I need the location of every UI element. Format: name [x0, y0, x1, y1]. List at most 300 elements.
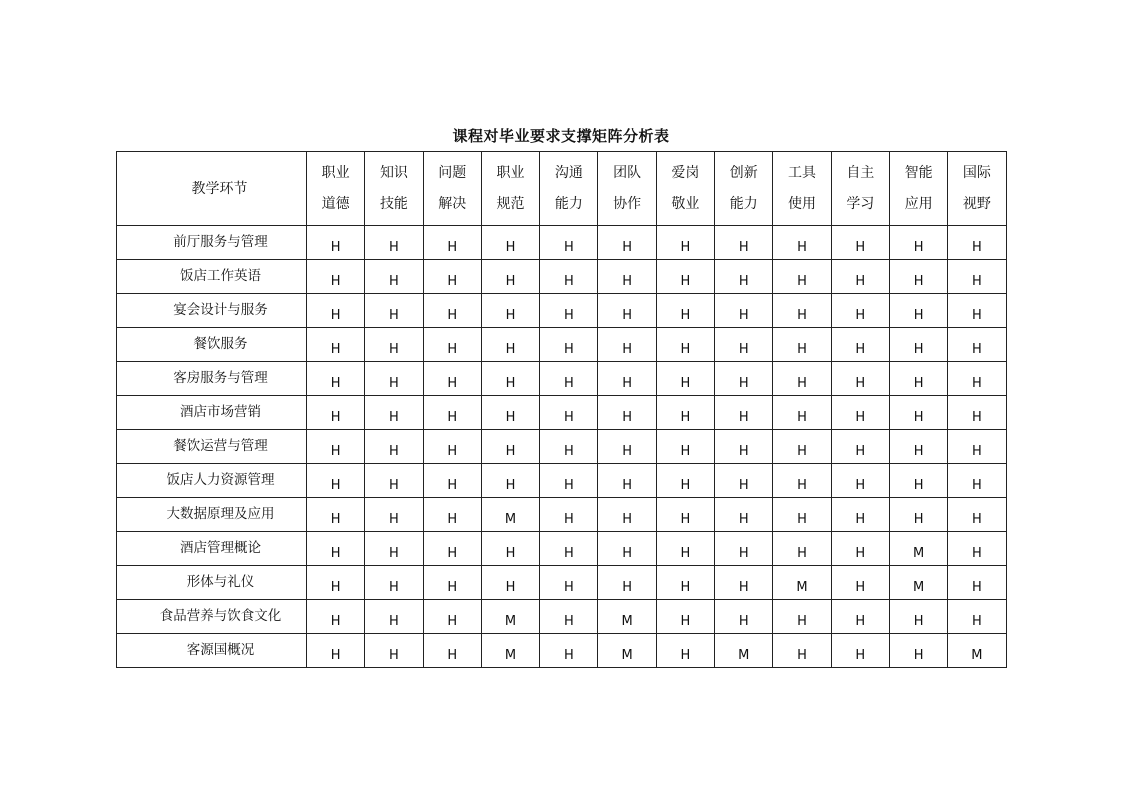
course-cell [117, 532, 307, 566]
support-level-value: H [330, 444, 341, 459]
support-level-cell [656, 294, 714, 328]
header-cell-objective [423, 152, 481, 226]
table-row [117, 498, 1007, 532]
support-level-value: H [797, 274, 807, 289]
support-level-cell [481, 260, 539, 294]
support-level-cell [365, 566, 423, 600]
support-level-value: H [972, 444, 982, 459]
support-level-value: H [330, 580, 341, 595]
support-level-value: H [797, 648, 807, 663]
support-level-value: H [447, 444, 458, 459]
support-level-cell [481, 294, 539, 328]
support-level-value: H [505, 478, 516, 493]
support-level-cell [948, 600, 1006, 634]
support-level-value: H [505, 376, 516, 391]
course-cell [117, 566, 307, 600]
support-level-value: H [389, 308, 399, 323]
support-level-cell [307, 294, 365, 328]
support-level-value: H [563, 410, 574, 425]
support-level-value: H [447, 274, 458, 289]
table-body [117, 226, 1007, 668]
support-level-value: H [563, 478, 574, 493]
support-level-value: H [855, 376, 866, 391]
support-level-cell [365, 532, 423, 566]
support-level-cell [831, 634, 889, 668]
header-cell-objective [481, 152, 539, 226]
support-level-value: H [680, 512, 691, 527]
support-level-cell [423, 464, 481, 498]
support-level-value: H [563, 580, 574, 595]
support-level-cell [715, 464, 773, 498]
header-cell-teaching-segment [117, 152, 307, 226]
support-level-cell [598, 532, 656, 566]
support-level-value: H [447, 240, 458, 255]
support-level-cell [598, 634, 656, 668]
support-level-cell [656, 328, 714, 362]
support-level-cell [948, 464, 1006, 498]
support-level-cell [598, 600, 656, 634]
support-level-cell [598, 362, 656, 396]
support-level-value: H [855, 614, 866, 629]
support-level-value: H [855, 478, 866, 493]
support-level-cell [540, 396, 598, 430]
support-level-value: H [389, 240, 399, 255]
support-level-value: H [447, 614, 458, 629]
support-level-cell [656, 498, 714, 532]
course-name: 酒店管理概论 [180, 539, 261, 556]
table-row [117, 362, 1007, 396]
support-level-cell [831, 294, 889, 328]
header-cell-objective [715, 152, 773, 226]
support-level-cell [423, 328, 481, 362]
support-level-value: H [797, 342, 807, 357]
header-cell-objective [598, 152, 656, 226]
support-matrix-table [116, 151, 1007, 668]
objective-label: 爱岗 敬业 [671, 164, 700, 212]
course-name: 饭店工作英语 [180, 267, 261, 284]
support-level-cell [481, 396, 539, 430]
support-level-cell [423, 226, 481, 260]
support-level-value: H [563, 546, 574, 561]
support-level-cell [831, 532, 889, 566]
support-level-value: H [622, 478, 633, 493]
course-cell [117, 600, 307, 634]
support-level-value: H [855, 546, 866, 561]
support-level-cell [307, 634, 365, 668]
support-level-value: H [622, 308, 633, 323]
support-level-cell [831, 260, 889, 294]
support-level-cell [307, 566, 365, 600]
course-cell [117, 260, 307, 294]
support-level-value: H [389, 614, 399, 629]
support-level-value: H [738, 376, 749, 391]
support-level-value: H [680, 376, 691, 391]
support-level-cell [656, 396, 714, 430]
support-level-value: H [738, 274, 749, 289]
support-level-cell [656, 464, 714, 498]
support-level-cell [715, 634, 773, 668]
support-level-value: H [972, 580, 982, 595]
support-level-value: M [738, 648, 750, 663]
table-row [117, 226, 1007, 260]
objective-label: 智能 应用 [904, 164, 933, 212]
support-level-value: H [855, 342, 866, 357]
support-level-value: H [738, 512, 749, 527]
support-level-value: H [855, 512, 866, 527]
support-level-value: H [505, 342, 516, 357]
support-level-cell [656, 634, 714, 668]
support-level-cell [656, 430, 714, 464]
support-level-value: H [563, 444, 574, 459]
support-level-cell [423, 396, 481, 430]
support-level-cell [948, 260, 1006, 294]
support-level-cell [773, 600, 831, 634]
header-cell-objective [307, 152, 365, 226]
support-level-value: H [505, 546, 516, 561]
support-level-cell [365, 396, 423, 430]
support-level-cell [365, 226, 423, 260]
support-level-value: H [447, 308, 458, 323]
support-level-value: H [505, 308, 516, 323]
support-level-value: H [680, 308, 691, 323]
course-name: 大数据原理及应用 [166, 505, 275, 522]
support-level-value: H [330, 410, 341, 425]
support-level-value: H [913, 410, 924, 425]
support-level-cell [831, 600, 889, 634]
support-level-cell [773, 430, 831, 464]
support-level-value: H [622, 342, 633, 357]
header-cell-objective [365, 152, 423, 226]
table-row [117, 260, 1007, 294]
support-level-value: H [330, 308, 341, 323]
support-level-cell [889, 260, 947, 294]
support-level-cell [715, 498, 773, 532]
support-level-value: H [972, 376, 982, 391]
support-level-cell [831, 464, 889, 498]
support-level-cell [423, 566, 481, 600]
support-level-cell [715, 226, 773, 260]
support-level-cell [831, 498, 889, 532]
support-level-cell [889, 566, 947, 600]
course-cell [117, 328, 307, 362]
course-name: 餐饮服务 [193, 335, 248, 352]
support-level-cell [656, 566, 714, 600]
support-level-value: H [447, 580, 458, 595]
support-level-value: H [389, 478, 399, 493]
support-level-cell [598, 566, 656, 600]
support-level-value: H [330, 614, 341, 629]
support-level-value: H [855, 580, 866, 595]
course-name: 宴会设计与服务 [173, 301, 268, 318]
support-level-value: M [913, 580, 925, 595]
support-level-cell [481, 600, 539, 634]
course-cell [117, 498, 307, 532]
support-level-cell [831, 328, 889, 362]
support-level-value: H [330, 512, 341, 527]
support-level-value: H [855, 410, 866, 425]
support-level-value: H [738, 240, 749, 255]
support-level-cell [307, 226, 365, 260]
support-level-cell [365, 600, 423, 634]
support-level-value: H [972, 478, 982, 493]
support-level-value: H [563, 240, 574, 255]
support-level-value: H [913, 444, 924, 459]
support-level-cell [481, 362, 539, 396]
support-level-value: H [563, 648, 574, 663]
objective-label: 沟通 能力 [554, 164, 583, 212]
support-level-cell [656, 532, 714, 566]
support-level-cell [773, 464, 831, 498]
course-cell [117, 430, 307, 464]
support-level-value: H [447, 410, 458, 425]
support-level-cell [307, 328, 365, 362]
support-level-cell [889, 396, 947, 430]
support-level-value: H [913, 274, 924, 289]
support-level-cell [307, 600, 365, 634]
support-level-cell [540, 226, 598, 260]
support-level-cell [423, 294, 481, 328]
table-row [117, 430, 1007, 464]
table-header-row [117, 152, 1007, 226]
support-level-value: H [447, 512, 458, 527]
header-cell-objective [889, 152, 947, 226]
course-name: 餐饮运营与管理 [173, 437, 268, 454]
support-level-cell [598, 260, 656, 294]
support-level-cell [773, 260, 831, 294]
support-level-value: H [680, 342, 691, 357]
support-level-value: H [797, 376, 807, 391]
table-row [117, 600, 1007, 634]
course-name: 饭店人力资源管理 [166, 471, 275, 488]
support-level-value: H [913, 512, 924, 527]
support-level-cell [773, 532, 831, 566]
support-level-value: H [680, 546, 691, 561]
support-level-value: H [447, 478, 458, 493]
support-level-value: H [738, 410, 749, 425]
support-level-cell [773, 566, 831, 600]
support-level-value: H [330, 546, 341, 561]
support-level-value: H [622, 444, 633, 459]
support-level-value: H [972, 274, 982, 289]
support-level-cell [948, 328, 1006, 362]
support-level-cell [773, 328, 831, 362]
support-level-value: M [796, 580, 808, 595]
support-level-cell [481, 430, 539, 464]
support-level-cell [715, 600, 773, 634]
support-level-value: H [855, 240, 866, 255]
objective-label: 问题 解决 [438, 164, 467, 212]
support-level-value: M [621, 614, 633, 629]
support-level-cell [598, 430, 656, 464]
support-level-cell [423, 600, 481, 634]
support-level-value: H [563, 614, 574, 629]
support-level-cell [540, 362, 598, 396]
support-level-value: H [797, 614, 807, 629]
support-level-value: H [330, 648, 341, 663]
table-row [117, 634, 1007, 668]
support-level-cell [598, 294, 656, 328]
support-level-cell [656, 226, 714, 260]
support-level-value: H [913, 376, 924, 391]
support-level-value: H [913, 478, 924, 493]
support-level-cell [831, 396, 889, 430]
support-level-cell [773, 362, 831, 396]
support-level-value: M [621, 648, 633, 663]
support-level-cell [540, 430, 598, 464]
support-level-value: H [447, 342, 458, 357]
support-level-value: H [738, 580, 749, 595]
support-level-cell [598, 498, 656, 532]
support-level-value: H [738, 444, 749, 459]
support-level-cell [889, 328, 947, 362]
support-level-cell [423, 362, 481, 396]
support-level-cell [715, 566, 773, 600]
support-level-value: H [622, 546, 633, 561]
support-level-cell [831, 430, 889, 464]
support-level-cell [715, 328, 773, 362]
support-level-cell [948, 430, 1006, 464]
support-level-cell [656, 600, 714, 634]
support-level-value: H [913, 308, 924, 323]
support-level-value: H [680, 410, 691, 425]
support-level-value: H [680, 648, 691, 663]
support-level-cell [365, 634, 423, 668]
objective-label: 工具 使用 [788, 164, 817, 212]
support-level-cell [365, 430, 423, 464]
support-level-cell [715, 260, 773, 294]
support-level-value: H [738, 342, 749, 357]
support-level-cell [540, 498, 598, 532]
support-level-cell [948, 396, 1006, 430]
support-level-value: H [505, 444, 516, 459]
table-row [117, 328, 1007, 362]
support-level-cell [773, 634, 831, 668]
support-level-value: H [330, 274, 341, 289]
support-level-value: H [563, 512, 574, 527]
support-level-cell [365, 498, 423, 532]
support-level-value: H [680, 240, 691, 255]
support-level-value: H [622, 240, 633, 255]
table-row [117, 532, 1007, 566]
support-level-cell [423, 430, 481, 464]
support-level-value: H [563, 342, 574, 357]
course-cell [117, 464, 307, 498]
support-level-cell [715, 362, 773, 396]
support-level-value: H [797, 240, 807, 255]
support-level-cell [889, 532, 947, 566]
support-level-value: M [971, 648, 983, 663]
support-level-value: H [797, 308, 807, 323]
support-level-value: H [389, 410, 399, 425]
support-level-cell [365, 362, 423, 396]
support-level-cell [598, 226, 656, 260]
support-level-cell [889, 294, 947, 328]
support-level-value: H [972, 342, 982, 357]
support-level-value: H [855, 308, 866, 323]
support-level-value: M [504, 512, 517, 527]
course-name: 酒店市场营销 [180, 403, 261, 420]
support-level-value: H [330, 376, 341, 391]
support-level-cell [773, 226, 831, 260]
support-level-cell [540, 294, 598, 328]
support-level-value: H [389, 648, 399, 663]
support-level-value: H [330, 478, 341, 493]
table-row [117, 396, 1007, 430]
support-level-value: H [972, 410, 982, 425]
support-level-cell [481, 226, 539, 260]
support-level-cell [889, 226, 947, 260]
table-row [117, 464, 1007, 498]
support-level-cell [889, 430, 947, 464]
course-name: 前厅服务与管理 [173, 233, 268, 250]
support-level-cell [831, 226, 889, 260]
support-level-value: H [447, 376, 458, 391]
support-level-value: H [855, 444, 866, 459]
support-level-value: H [972, 308, 982, 323]
support-level-cell [540, 260, 598, 294]
header-cell-objective [540, 152, 598, 226]
support-level-cell [481, 328, 539, 362]
support-level-value: H [738, 614, 749, 629]
support-level-cell [307, 430, 365, 464]
support-level-value: H [913, 648, 924, 663]
support-level-value: H [680, 580, 691, 595]
support-level-cell [889, 464, 947, 498]
support-level-cell [540, 464, 598, 498]
support-level-cell [773, 396, 831, 430]
support-level-cell [831, 362, 889, 396]
support-level-value: H [738, 478, 749, 493]
support-level-value: H [797, 444, 807, 459]
support-level-cell [540, 566, 598, 600]
support-level-value: H [447, 648, 458, 663]
support-level-value: H [330, 342, 341, 357]
course-cell [117, 226, 307, 260]
support-level-value: H [389, 274, 399, 289]
support-level-value: H [972, 240, 982, 255]
support-level-value: M [504, 648, 517, 663]
objective-label: 知识 技能 [379, 164, 408, 212]
support-level-value: H [622, 274, 633, 289]
support-level-cell [365, 328, 423, 362]
support-level-value: H [622, 512, 633, 527]
support-level-value: H [680, 614, 691, 629]
support-level-cell [307, 362, 365, 396]
support-level-cell [948, 634, 1006, 668]
support-level-value: H [389, 580, 399, 595]
support-level-value: H [389, 342, 399, 357]
support-level-value: H [680, 478, 691, 493]
support-level-value: H [505, 240, 516, 255]
support-level-value: H [797, 546, 807, 561]
support-level-cell [307, 396, 365, 430]
support-level-cell [889, 362, 947, 396]
support-level-value: H [389, 376, 399, 391]
support-level-cell [307, 498, 365, 532]
support-level-cell [948, 226, 1006, 260]
support-level-cell [598, 464, 656, 498]
support-level-cell [948, 294, 1006, 328]
support-level-value: H [330, 240, 341, 255]
support-level-cell [365, 260, 423, 294]
support-level-cell [540, 532, 598, 566]
support-level-cell [889, 634, 947, 668]
support-level-value: H [505, 274, 516, 289]
objective-label: 自主 学习 [846, 164, 875, 212]
support-level-cell [481, 464, 539, 498]
support-level-value: H [680, 444, 691, 459]
support-level-cell [773, 498, 831, 532]
